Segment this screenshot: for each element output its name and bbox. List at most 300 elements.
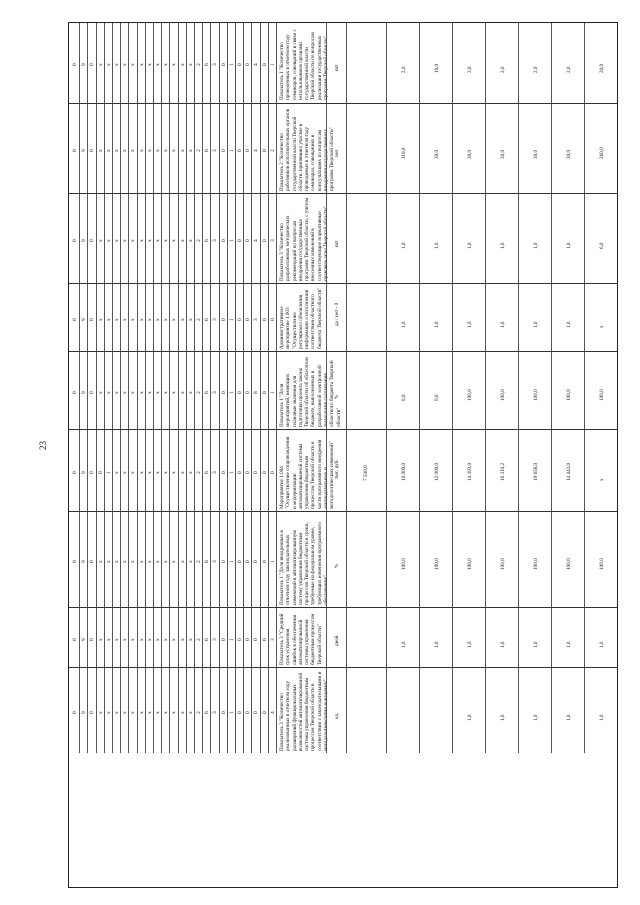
code-cell <box>178 284 186 351</box>
table-row <box>69 429 617 511</box>
unit-cell <box>326 194 346 283</box>
code-cell <box>161 352 169 429</box>
code-cell <box>137 194 145 283</box>
code-cell <box>161 430 169 511</box>
code-cell <box>112 512 120 607</box>
code-cell <box>79 608 87 667</box>
code-cell <box>145 194 153 283</box>
code-cell <box>137 512 145 607</box>
code-text: 0 <box>245 560 252 563</box>
code-cell <box>153 668 161 753</box>
code-cell <box>112 104 120 193</box>
code-text: 0 <box>269 471 276 474</box>
code-text: x <box>146 638 153 641</box>
code-cell <box>210 352 218 429</box>
code-text: 0 <box>220 318 227 321</box>
code-cell <box>243 608 251 667</box>
code-text: x <box>138 560 145 563</box>
year-value-text: 100,0 <box>565 558 572 570</box>
code-text: 0 <box>220 471 227 474</box>
code-text: x <box>146 471 153 474</box>
code-text: 1 <box>228 560 235 563</box>
code-text: x <box>122 391 129 394</box>
code-text: 0 <box>261 239 268 242</box>
code-cell <box>194 104 202 193</box>
year-value-cell <box>386 608 419 667</box>
year-value-text: 100,0 <box>598 558 605 570</box>
code-cell <box>243 512 251 607</box>
year-value-cell <box>551 352 584 429</box>
code-text: 0 <box>261 638 268 641</box>
description-cell <box>276 23 330 103</box>
code-cell <box>260 512 268 607</box>
code-text: x <box>163 560 170 563</box>
year-value-cell <box>485 284 518 351</box>
code-text: x <box>97 63 104 66</box>
year-value-text: 2,0 <box>532 66 539 73</box>
code-text: x <box>163 471 170 474</box>
year-value-cell <box>518 668 551 753</box>
code-cell <box>210 104 218 193</box>
year-value-cell <box>584 430 617 511</box>
code-text: 2 <box>196 239 202 242</box>
code-cell <box>145 668 153 753</box>
indicator-table <box>68 22 618 888</box>
code-cell <box>194 430 202 511</box>
code-cell <box>120 430 128 511</box>
year-value-cell <box>452 668 485 753</box>
year-value-cell <box>518 512 551 607</box>
code-cell <box>79 194 87 283</box>
code-text: x <box>130 149 137 152</box>
code-text: x <box>155 391 161 394</box>
code-text: x <box>179 391 186 394</box>
unit-text: шт <box>334 240 340 247</box>
code-text: x <box>171 391 178 394</box>
code-cell <box>145 608 153 667</box>
code-text: x <box>155 63 161 66</box>
code-cell <box>169 23 177 103</box>
code-text: 1 <box>269 560 276 563</box>
code-cell <box>104 608 112 667</box>
year-value-text: 1,0 <box>466 321 473 328</box>
code-text: x <box>146 391 153 394</box>
code-text: x <box>105 391 112 394</box>
year-value-cell <box>419 352 452 429</box>
year-value-text: 1,0 <box>532 641 539 648</box>
code-text: x <box>122 149 129 152</box>
code-text: x <box>146 63 153 66</box>
code-cell <box>251 512 259 607</box>
code-text: x <box>97 149 104 152</box>
code-cell <box>268 352 276 429</box>
code-text: x <box>130 239 137 242</box>
year-value-text: 19 658,0 <box>532 462 539 481</box>
code-text: 0 <box>72 149 78 152</box>
code-cell <box>87 104 95 193</box>
base-value-cell <box>346 352 386 429</box>
code-text: 0 <box>237 149 243 152</box>
year-value-cell <box>584 512 617 607</box>
unit-text: % <box>334 563 340 568</box>
year-value-text: 10 000,0 <box>400 462 407 481</box>
year-value-cell <box>485 608 518 667</box>
code-cell <box>219 430 227 511</box>
table-row <box>69 351 617 429</box>
year-value-cell <box>518 352 551 429</box>
code-cell <box>120 23 128 103</box>
code-cell <box>120 512 128 607</box>
code-cell <box>186 608 194 667</box>
unit-cell <box>326 668 346 753</box>
code-text: 0 <box>237 560 243 563</box>
base-value-cell <box>346 104 386 193</box>
code-text: x <box>122 471 129 474</box>
year-value-text: 100,0 <box>433 558 440 570</box>
code-text: 1 <box>228 471 235 474</box>
code-cell <box>227 430 235 511</box>
code-text: x <box>163 239 170 242</box>
code-text: x <box>130 391 137 394</box>
code-text: 0 <box>220 149 227 152</box>
code-cell <box>243 352 251 429</box>
code-text: 6 <box>204 149 211 152</box>
code-text: 0 <box>237 239 243 242</box>
code-text: x <box>163 391 170 394</box>
code-cell <box>169 352 177 429</box>
code-cell <box>219 352 227 429</box>
code-cell <box>178 430 186 511</box>
code-cell <box>79 352 87 429</box>
year-value-cell <box>419 668 452 753</box>
base-value-cell <box>346 284 386 351</box>
year-value-text: 1,0 <box>565 242 572 249</box>
code-text: 8 <box>253 391 260 394</box>
code-cell <box>137 668 145 753</box>
code-text: x <box>171 560 178 563</box>
code-text: 4 <box>253 63 260 66</box>
code-text: x <box>114 471 120 474</box>
code-text: 0 <box>245 471 252 474</box>
code-text: x <box>179 638 186 641</box>
code-text: 0 <box>253 711 260 714</box>
code-cell <box>194 284 202 351</box>
year-value-text: 1,0 <box>433 321 440 328</box>
code-cell <box>235 608 243 667</box>
code-text: 9 <box>81 638 88 641</box>
code-text: x <box>114 560 120 563</box>
code-text: 1 <box>105 471 112 474</box>
year-value-cell <box>386 23 419 103</box>
code-text: x <box>187 711 194 714</box>
code-text: x <box>171 318 178 321</box>
code-text: x <box>146 711 153 714</box>
code-text: x <box>105 711 112 714</box>
description-text: Показатель 1 "Количество проведенных в отчетном году семинаров, совещаний в связи с использованием органами государственной власти Тверской области по вопросам реализации государственных программ Тверской области" <box>279 29 330 100</box>
unit-cell <box>326 512 346 607</box>
code-cell <box>96 194 104 283</box>
code-cell <box>112 608 120 667</box>
code-text: 0 <box>261 318 268 321</box>
code-cell <box>235 352 243 429</box>
year-value-cell <box>452 608 485 667</box>
code-text: 3 <box>212 560 219 563</box>
year-value-cell <box>452 352 485 429</box>
code-cell <box>87 430 95 511</box>
code-cell <box>227 104 235 193</box>
year-value-text: 0,0 <box>400 394 407 401</box>
code-cell <box>96 284 104 351</box>
year-value-cell <box>419 512 452 607</box>
year-value-text: 1,0 <box>565 321 572 328</box>
code-cell <box>202 512 210 607</box>
code-text: 0 <box>72 63 78 66</box>
year-value-cell <box>551 23 584 103</box>
code-cell <box>235 23 243 103</box>
code-text: 0 <box>220 239 227 242</box>
year-value-cell <box>551 284 584 351</box>
year-value-text: 1,0 <box>598 714 605 721</box>
code-text: x <box>114 638 120 641</box>
year-value-cell <box>584 608 617 667</box>
table-row <box>69 23 617 103</box>
base-value-cell <box>346 23 386 103</box>
code-cell <box>186 430 194 511</box>
code-text: x <box>179 560 186 563</box>
code-cell <box>153 284 161 351</box>
code-cell <box>104 430 112 511</box>
code-text: x <box>105 63 112 66</box>
year-value-cell <box>584 284 617 351</box>
year-value-cell <box>584 194 617 283</box>
unit-text: тыс. руб. <box>334 459 340 479</box>
base-value-text: 7 500,0 <box>363 465 369 481</box>
code-text: 0 <box>89 239 96 242</box>
code-cell <box>268 608 276 667</box>
code-text: 0 <box>89 560 96 563</box>
code-text: x <box>179 318 186 321</box>
code-cell <box>178 23 186 103</box>
year-value-text: 1,0 <box>598 641 605 648</box>
code-cell <box>169 194 177 283</box>
code-cell <box>194 23 202 103</box>
code-text: 0 <box>220 711 227 714</box>
code-cell <box>243 284 251 351</box>
code-text: x <box>187 318 194 321</box>
code-cell <box>178 352 186 429</box>
code-cell <box>186 352 194 429</box>
code-cell <box>219 194 227 283</box>
code-cell <box>235 284 243 351</box>
code-text: x <box>187 149 194 152</box>
code-text: 0 <box>261 63 268 66</box>
code-text: 0 <box>245 318 252 321</box>
code-text: x <box>171 471 178 474</box>
code-cell <box>96 352 104 429</box>
year-value-text: 1,0 <box>433 641 440 648</box>
code-text: 0 <box>237 391 243 394</box>
code-text: x <box>171 63 178 66</box>
code-cell <box>71 104 79 193</box>
code-text: x <box>105 318 112 321</box>
code-text: 3 <box>212 638 219 641</box>
year-value-text: 12 000,0 <box>433 462 440 481</box>
code-cell <box>79 23 87 103</box>
code-cell <box>79 430 87 511</box>
code-cell <box>104 352 112 429</box>
code-text: 9 <box>81 239 88 242</box>
code-cell <box>169 512 177 607</box>
code-cell <box>79 104 87 193</box>
code-text: x <box>114 391 120 394</box>
code-cell <box>219 668 227 753</box>
code-text: 9 <box>81 318 88 321</box>
code-cell <box>71 194 79 283</box>
description-text: Показатель 3 "Количество разработанных методических рекомендаций по вопросам внедрения государственных программ Тверской области, с учетом внесенных изменений в соответствующие нормативные правовые акты Тверской области" <box>279 197 330 281</box>
code-text: 0 <box>72 711 78 714</box>
code-text: 1 <box>228 638 235 641</box>
code-cell <box>178 194 186 283</box>
code-cell <box>210 284 218 351</box>
code-text: x <box>155 239 161 242</box>
code-text: x <box>155 638 161 641</box>
code-text: x <box>122 239 129 242</box>
code-text: x <box>105 149 112 152</box>
code-cell <box>268 284 276 351</box>
description-cell <box>276 608 326 667</box>
code-cell <box>251 194 259 283</box>
code-cell <box>194 194 202 283</box>
code-cell <box>227 608 235 667</box>
year-value-text: 1,0 <box>499 641 506 648</box>
code-text: x <box>105 239 112 242</box>
code-cell <box>235 194 243 283</box>
code-text: 3 <box>269 239 276 242</box>
code-cell <box>251 104 259 193</box>
year-value-text: 100,0 <box>598 389 605 401</box>
year-value-text: 1,0 <box>499 321 506 328</box>
code-cell <box>268 194 276 283</box>
code-cell <box>145 104 153 193</box>
code-cell <box>128 430 136 511</box>
year-value-cell <box>551 512 584 607</box>
code-text: 0 <box>89 149 96 152</box>
code-text: x <box>163 711 170 714</box>
code-text: x <box>122 638 129 641</box>
code-cell <box>120 668 128 753</box>
year-value-cell <box>518 194 551 283</box>
code-text: x <box>171 638 178 641</box>
code-text: 9 <box>81 149 88 152</box>
year-value-text: 2,0 <box>565 66 572 73</box>
code-text: x <box>155 711 161 714</box>
code-text: 0 <box>245 239 252 242</box>
code-cell <box>202 23 210 103</box>
code-cell <box>96 104 104 193</box>
code-text: x <box>155 318 161 321</box>
code-cell <box>268 668 276 753</box>
code-cell <box>235 668 243 753</box>
year-value-text: 2,0 <box>466 66 473 73</box>
code-text: 2 <box>196 149 202 152</box>
year-value-text: 30,0 <box>433 149 440 159</box>
code-cell <box>137 104 145 193</box>
code-cell <box>87 194 95 283</box>
code-cell <box>169 284 177 351</box>
code-cell <box>169 430 177 511</box>
code-cell <box>137 352 145 429</box>
year-value-cell <box>452 512 485 607</box>
code-text: 3 <box>212 63 219 66</box>
code-cell <box>153 23 161 103</box>
code-text: x <box>122 560 129 563</box>
code-cell <box>153 512 161 607</box>
code-cell <box>194 512 202 607</box>
code-cell <box>104 284 112 351</box>
code-text: x <box>163 318 170 321</box>
code-text: 2 <box>196 318 202 321</box>
code-text: x <box>155 149 161 152</box>
code-text: 0 <box>237 711 243 714</box>
year-value-cell <box>551 430 584 511</box>
year-value-text: 1,0 <box>400 641 407 648</box>
code-text: 0 <box>89 318 96 321</box>
code-cell <box>161 284 169 351</box>
year-value-cell <box>584 668 617 753</box>
code-cell <box>227 512 235 607</box>
code-text: x <box>171 711 178 714</box>
code-text: x <box>105 560 112 563</box>
table-row <box>69 667 617 753</box>
base-value-cell <box>346 608 386 667</box>
code-text: 6 <box>204 471 211 474</box>
code-cell <box>194 352 202 429</box>
code-cell <box>71 608 79 667</box>
year-value-text: 30,0 <box>565 149 572 159</box>
year-value-cell <box>584 352 617 429</box>
code-text: x <box>138 239 145 242</box>
code-cell <box>112 23 120 103</box>
code-cell <box>71 668 79 753</box>
code-text: 6 <box>204 638 211 641</box>
base-value-cell <box>346 512 386 607</box>
code-text: 2 <box>196 391 202 394</box>
code-cell <box>202 430 210 511</box>
code-text: 2 <box>196 638 202 641</box>
code-cell <box>235 430 243 511</box>
code-cell <box>202 104 210 193</box>
code-cell <box>251 608 259 667</box>
code-cell <box>161 194 169 283</box>
code-cell <box>137 23 145 103</box>
code-cell <box>87 284 95 351</box>
code-text: x <box>179 63 186 66</box>
code-text: 6 <box>204 239 211 242</box>
year-value-text: 30,0 <box>532 149 539 159</box>
year-value-text: 2,0 <box>400 66 407 73</box>
code-text: 4 <box>253 239 260 242</box>
code-cell <box>145 23 153 103</box>
unit-text: % <box>334 394 340 399</box>
year-value-cell <box>386 668 419 753</box>
code-text: x <box>187 638 194 641</box>
code-text: x <box>138 391 145 394</box>
code-cell <box>128 668 136 753</box>
year-value-text: 30,0 <box>499 149 506 159</box>
code-text: x <box>130 471 137 474</box>
code-text: x <box>187 471 194 474</box>
code-cell <box>178 512 186 607</box>
